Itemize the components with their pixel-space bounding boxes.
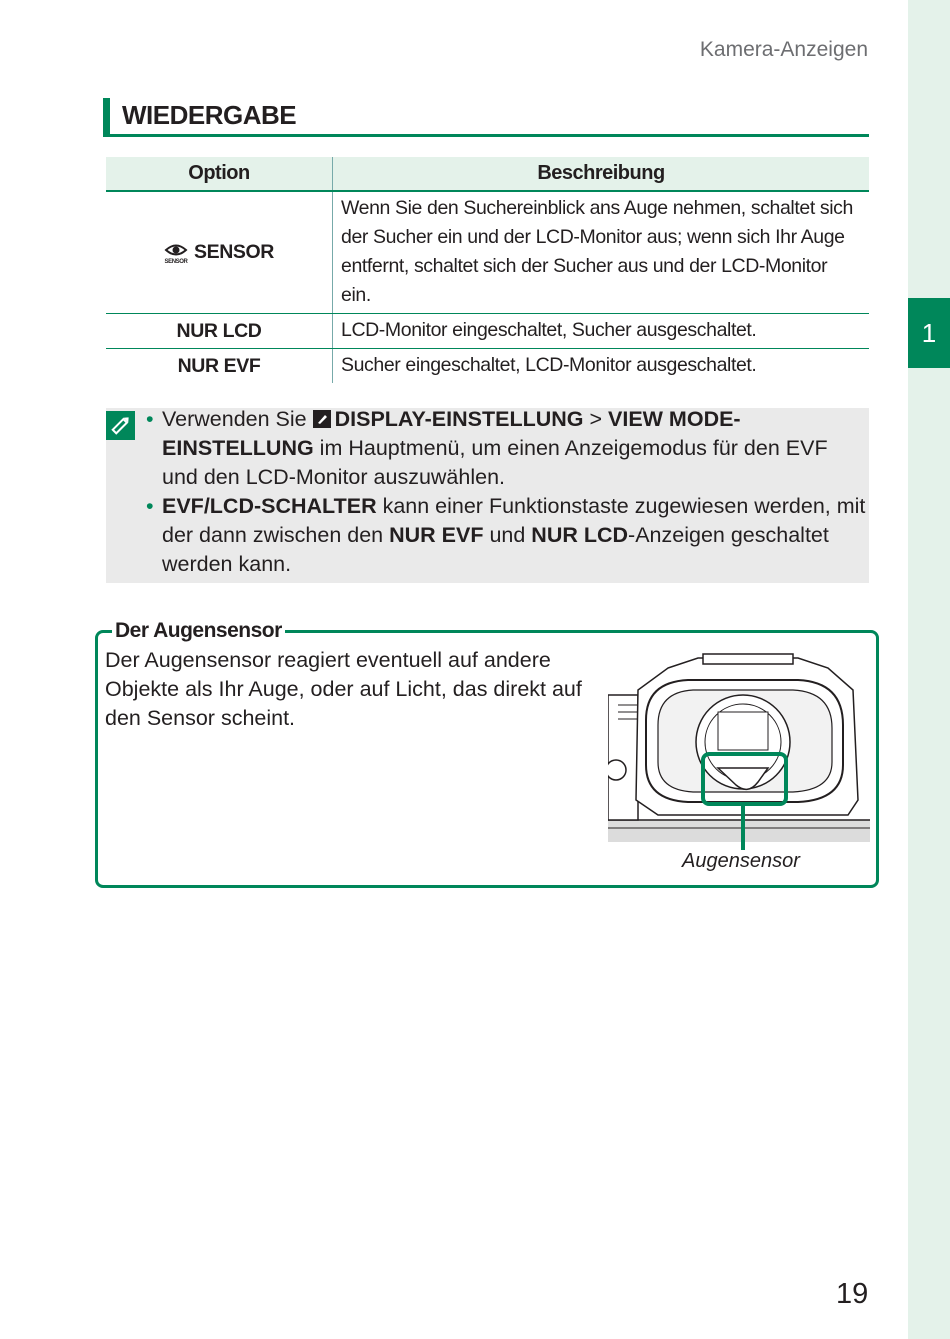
description-cell: Wenn Sie den Suchereinblick ans Auge nehmen, schaltet sich der Sucher ein und der LCD-Monitor aus; wenn sich Ihr Auge entfernt, schaltet sich der Sucher aus und der LCD-Monitor ein. (333, 191, 870, 314)
svg-text:SENSOR: SENSOR (164, 258, 188, 264)
note-item: • EVF/LCD-SCHALTER kann einer Funktionstaste zugewiesen werden, mit der dann zwischen den NUR EVF und NUR LCD-Anzeigen geschaltet werden kann. (146, 494, 866, 576)
info-box-title: Der Augensensor (112, 619, 285, 643)
running-header: Kamera-Anzeigen (699, 38, 868, 61)
table-row (106, 191, 869, 314)
options-table (106, 157, 869, 383)
description-cell: LCD-Monitor eingeschaltet, Sucher ausgeschaltet. (333, 314, 870, 349)
illustration-caption: Augensensor (682, 850, 800, 872)
section-bar (103, 98, 110, 134)
description-cell: Sucher eingeschaltet, LCD-Monitor ausgeschaltet. (341, 354, 757, 376)
note-list (145, 405, 869, 579)
option-cell (106, 191, 333, 314)
info-box-text: Der Augensensor reagiert eventuell auf andere Objekte als Ihr Auge, oder auf Licht, das direkt auf den Sensor scheint. (105, 648, 582, 730)
option-cell: NUR LCD (106, 314, 333, 349)
eye-sensor-icon (164, 242, 188, 264)
camera-eyesensor-illustration (608, 650, 870, 850)
col-header-description: Beschreibung (333, 157, 870, 191)
table-row (106, 314, 869, 349)
section-heading (103, 96, 869, 137)
chapter-tab[interactable]: 1 (908, 298, 950, 368)
table-row (106, 349, 869, 384)
section-title: WIEDERGABE (122, 100, 297, 130)
page-number: 19 (836, 1278, 869, 1310)
table-header-row (106, 157, 869, 191)
col-header-option: Option (106, 157, 333, 191)
chapter-sidebar (908, 0, 950, 1339)
note-item: • Verwenden Sie DISPLAY-EINSTELLUNG > VIEW MODE-EINSTELLUNG im Hauptmenü, um einen Anzeigemodus für den EVF und den LCD-Monitor auszuwählen. (146, 407, 828, 489)
note-pencil-icon (106, 411, 135, 440)
option-cell: NUR EVF (106, 349, 333, 384)
option-label: SENSOR (194, 241, 274, 263)
note-box (106, 408, 869, 583)
display-setting-icon (313, 410, 331, 428)
